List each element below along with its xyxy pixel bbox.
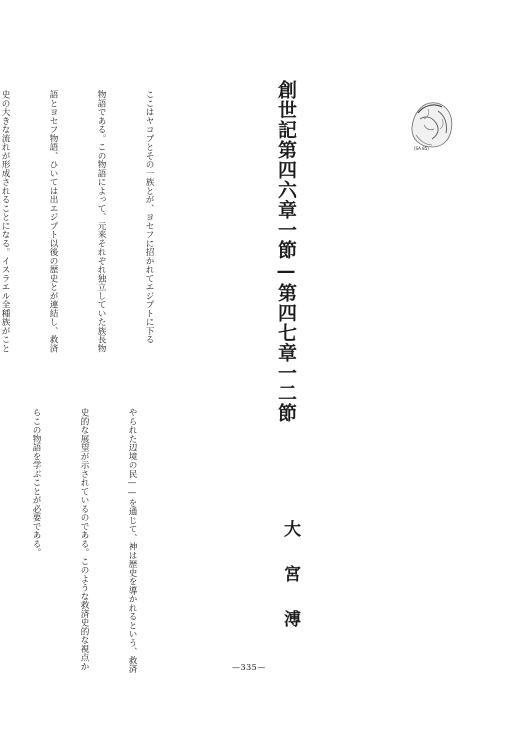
text-line: 史的な展望が示されているのである。このような救済史的な視点か — [79, 408, 89, 671]
body-text-lower — [0, 408, 172, 674]
text-line: らこの物語を学ぶことが必要である。 — [31, 408, 41, 557]
text-line: 史の大きな流れが形成されることになる。イスラエル全種族がこと — [0, 90, 10, 353]
article-title: 創世記第四六章一節—第四七章一二節 — [275, 80, 297, 423]
text-line: ここはヤコブとその一族とが、ヨセフに招かれてエジプトに下る — [144, 90, 154, 344]
text-line: やられた辺境の民——を通じて、神は歴史を導かれるという、救済 — [127, 408, 137, 674]
text-line: 物語である。この物語によって、元来それぞれ独立していた族長物 — [96, 90, 106, 353]
page-number: —335— — [232, 663, 266, 672]
author-name: 大宮溥 — [280, 520, 300, 655]
text-line: 語とヨセフ物語、ひいては出エジプト以後の歴史とが連結し、救済 — [48, 90, 58, 353]
body-text-upper — [0, 90, 189, 380]
illustration-caption: (SA 85) — [414, 146, 429, 151]
